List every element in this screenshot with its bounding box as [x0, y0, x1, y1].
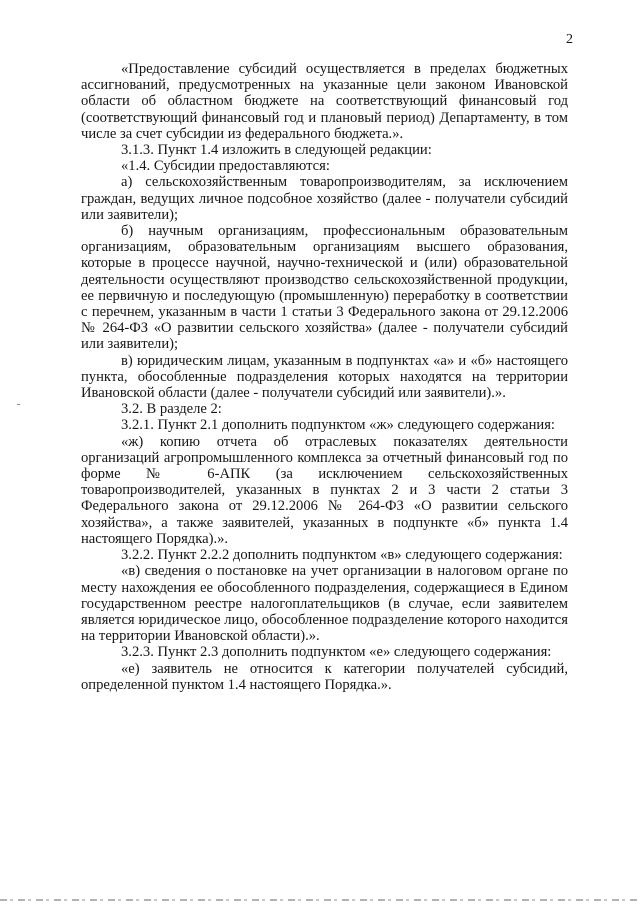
paragraph-item-v-tax: «в) сведения о постановке на учет организации в налоговом органе по месту нахождения ее обособленного подразделения, содержащиеся в Едином государственном реестре налогоплательщиков (в случае, если заявителем является юридическое лицо, обособленное подразделение которого находится на территории Ивановской области).». [81, 563, 568, 645]
paragraph-item-b: б) научным организациям, профессиональным образовательным организациям, образовательным организациям высшего образования, которые в процессе научной, научно-технической и (или) образовательной деятельности осуществляют производство сельскохозяйственной продукции, ее первичную и последующую (промышленную) переработку в соответствии с перечнем, указанным в части 1 статьи 3 Федерального закона от 29.12.2006 № 264-ФЗ «О развитии сельского хозяйства» (далее - получатели субсидий или заявители); [81, 223, 568, 353]
paragraph-3-1-3: 3.1.3. Пункт 1.4 изложить в следующей редакции: [121, 142, 432, 159]
paragraph-3-2: 3.2. В разделе 2: [121, 401, 222, 418]
scan-bottom-edge [0, 899, 640, 901]
page-number: 2 [566, 32, 573, 47]
paragraph-item-v: в) юридическим лицам, указанным в подпунктах «а» и «б» настоящего пункта, обособленные подразделения которых находятся на территории Ивановской области (далее - получатели субсидий или заявители).». [81, 352, 568, 402]
paragraph-3-2-1: 3.2.1. Пункт 2.1 дополнить подпунктом «ж» следующего содержания: [121, 417, 555, 434]
paragraph-item-e: «е) заявитель не относится к категории получателей субсидий, определенной пунктом 1.4 настоящего Порядка.». [81, 660, 568, 693]
paragraph-3-2-3: 3.2.3. Пункт 2.3 дополнить подпунктом «е» следующего содержания: [121, 644, 552, 661]
document-body [81, 61, 568, 693]
paragraph-item-zh: «ж) копию отчета об отраслевых показателях деятельности организаций агропромышленного комплекса за отчетный финансовый год по форме № 6-АПК (за исключением сельскохозяйственных товаропроизводителей, указанных в пунктах 2 и 3 части 2 статьи 3 Федерального закона от 29.12.2006 № 264-ФЗ «О развитии сельского хозяйства», а также заявителей, указанных в подпункте «б» пункта 1.4 настоящего Порядка).». [81, 433, 568, 547]
scan-artifact-mark [17, 404, 20, 405]
paragraph-item-a: а) сельскохозяйственным товаропроизводителям, за исключением граждан, ведущих личное подсобное хозяйство (далее - получатели субсидий или заявители); [81, 174, 568, 223]
paragraph-1-4: «1.4. Субсидии предоставляются: [121, 158, 330, 175]
paragraph-3-2-2: 3.2.2. Пункт 2.2.2 дополнить подпунктом «в» следующего содержания: [121, 547, 563, 564]
paragraph-subsidy-budget: «Предоставление субсидий осуществляется в пределах бюджетных ассигнований, предусмотренных на указанные цели законом Ивановской области об областном бюджете на соответствующий финансовый год (соответствующий финансовый год и плановый период) Департаменту, в том числе за счет субсидии из федерального бюджета.». [81, 61, 568, 142]
